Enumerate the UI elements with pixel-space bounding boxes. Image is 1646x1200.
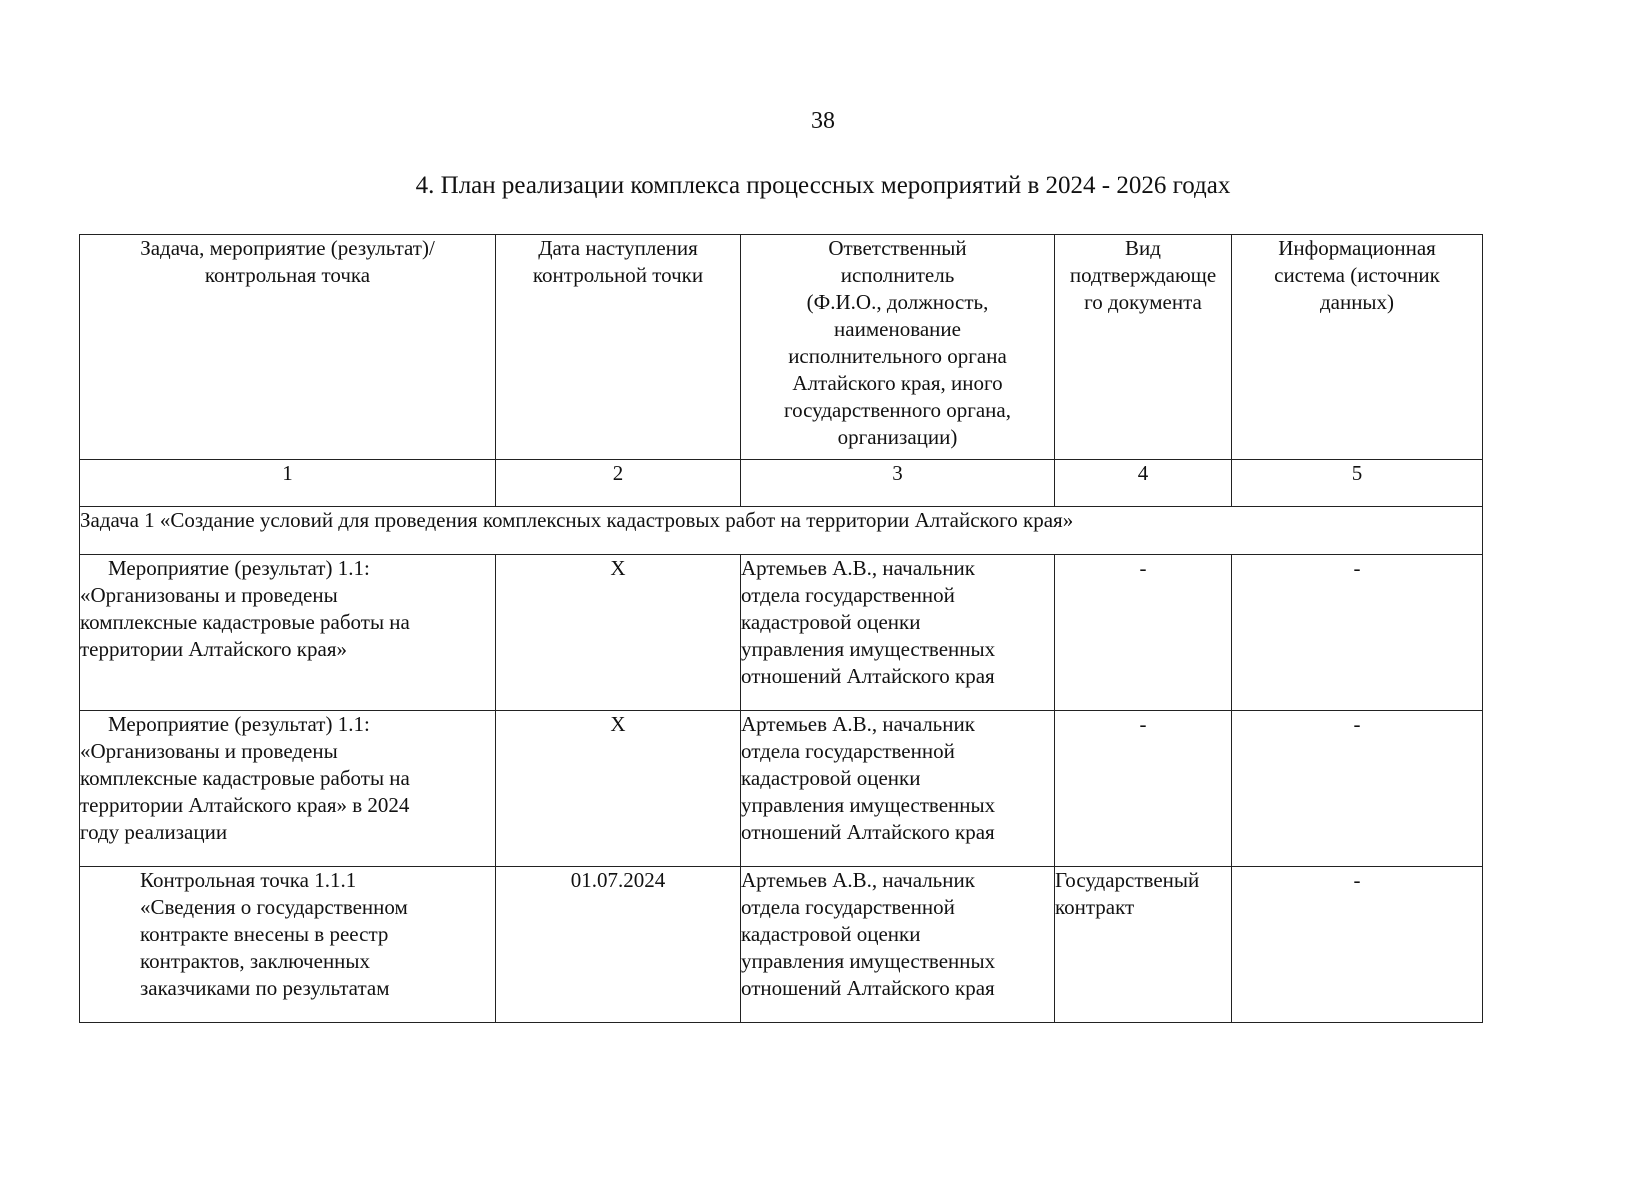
- header-date: Дата наступления контрольной точки: [496, 235, 741, 460]
- column-number: 1: [80, 460, 496, 507]
- header-document: Вид подтверждающе го документа: [1055, 235, 1232, 460]
- system-cell: -: [1232, 711, 1483, 867]
- item-cell: [80, 711, 496, 867]
- task-row: [80, 507, 1483, 555]
- item-text: Мероприятие (результат) 1.1: «Организованы и проведены комплексные кадастровые работы на территории Алтайского края» в 2024 году реализации: [80, 712, 410, 844]
- item-text: Контрольная точка 1.1.1 «Сведения о государственном контракте внесены в реестр контрактов, заключенных заказчиками по результатам: [140, 868, 408, 1000]
- table-row: [80, 711, 1483, 867]
- date-cell: X: [496, 711, 741, 867]
- date-cell: 01.07.2024: [496, 867, 741, 1023]
- document-cell: -: [1055, 711, 1232, 867]
- responsible-cell: Артемьев А.В., начальник отдела государственной кадастровой оценки управления имущественных отношений Алтайского края: [741, 711, 1055, 867]
- system-cell: -: [1232, 867, 1483, 1023]
- header-row: [80, 235, 1483, 460]
- implementation-plan-table: [79, 234, 1483, 1023]
- date-cell: X: [496, 555, 741, 711]
- header-task: Задача, мероприятие (результат)/ контрольная точка: [80, 235, 496, 460]
- header-system: Информационная система (источник данных): [1232, 235, 1483, 460]
- document-cell: Государственый контракт: [1055, 867, 1232, 1023]
- column-number: 5: [1232, 460, 1483, 507]
- document-cell: -: [1055, 555, 1232, 711]
- page-number: 38: [811, 108, 835, 134]
- item-cell: [80, 867, 496, 1023]
- column-number: 3: [741, 460, 1055, 507]
- item-text: Мероприятие (результат) 1.1: «Организованы и проведены комплексные кадастровые работы на территории Алтайского края»: [80, 556, 410, 661]
- header-responsible: Ответственный исполнитель (Ф.И.О., должность, наименование исполнительного органа Алтайского края, иного государственного органа, организации): [741, 235, 1055, 460]
- system-cell: -: [1232, 555, 1483, 711]
- column-number: 2: [496, 460, 741, 507]
- responsible-cell: Артемьев А.В., начальник отдела государственной кадастровой оценки управления имущественных отношений Алтайского края: [741, 555, 1055, 711]
- column-number: 4: [1055, 460, 1232, 507]
- table-row: [80, 555, 1483, 711]
- item-cell: [80, 555, 496, 711]
- responsible-cell: Артемьев А.В., начальник отдела государственной кадастровой оценки управления имущественных отношений Алтайского края: [741, 867, 1055, 1023]
- column-number-row: [80, 460, 1483, 507]
- table-row: [80, 867, 1483, 1023]
- task-title: Задача 1 «Создание условий для проведения комплексных кадастровых работ на территории Алтайского края»: [80, 507, 1483, 555]
- document-title: 4. План реализации комплекса процессных мероприятий в 2024 - 2026 годах: [415, 172, 1231, 199]
